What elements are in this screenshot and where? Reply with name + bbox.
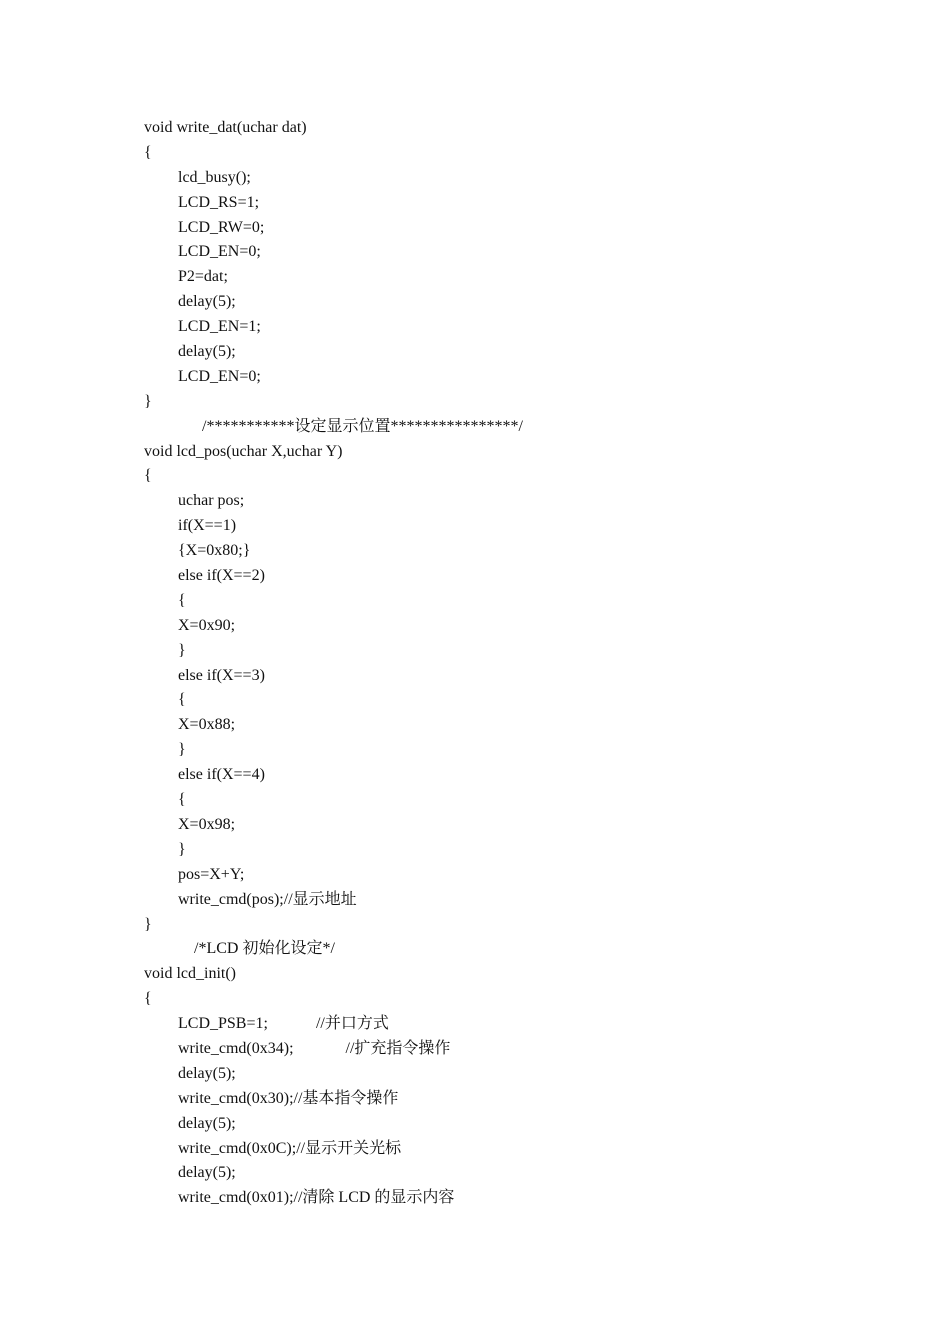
code-line: lcd_busy(); <box>178 168 251 186</box>
code-line: write_cmd(pos);//显示地址 <box>178 890 357 908</box>
comment-line: /*LCD 初始化设定*/ <box>194 940 335 958</box>
code-listing <box>144 116 523 1211</box>
code-line: void lcd_init() <box>144 965 236 983</box>
code-line: LCD_RW=0; <box>178 218 265 236</box>
code-line <box>144 1012 523 1037</box>
code-line: } <box>144 915 152 933</box>
code-line: LCD_RS=1; <box>178 193 260 211</box>
code-line: P2=dat; <box>178 268 228 286</box>
code-line: { <box>178 791 186 809</box>
code-line: X=0x98; <box>178 815 236 833</box>
code-statement: write_cmd(0x34); <box>178 1039 294 1057</box>
code-line: } <box>144 392 152 410</box>
code-line: write_cmd(0x0C);//显示开关光标 <box>178 1139 402 1157</box>
comment-line: /***********设定显示位置****************/ <box>202 417 523 435</box>
code-line: uchar pos; <box>178 492 245 510</box>
code-line: void write_dat(uchar dat) <box>144 119 307 136</box>
code-line: X=0x90; <box>178 616 236 634</box>
code-line: else if(X==3) <box>178 666 265 684</box>
code-line: delay(5); <box>178 1064 236 1082</box>
code-line: { <box>178 591 186 609</box>
code-line: write_cmd(0x01);//清除 LCD 的显示内容 <box>178 1189 455 1207</box>
code-line: {X=0x80;} <box>178 542 251 560</box>
code-line: void lcd_pos(uchar X,uchar Y) <box>144 442 343 460</box>
code-line: if(X==1) <box>178 517 237 535</box>
code-comment: //扩充指令操作 <box>345 1039 451 1057</box>
code-statement: LCD_PSB=1; <box>178 1015 268 1033</box>
code-line: { <box>144 143 152 161</box>
code-line: write_cmd(0x30);//基本指令操作 <box>178 1089 399 1107</box>
code-line: delay(5); <box>178 293 236 311</box>
code-line: delay(5); <box>178 1114 236 1132</box>
code-line: } <box>178 741 186 759</box>
code-comment: //并口方式 <box>315 1015 389 1033</box>
code-line: else if(X==4) <box>178 766 265 784</box>
code-line: pos=X+Y; <box>178 865 245 883</box>
code-line: { <box>144 467 152 485</box>
code-line: LCD_EN=0; <box>178 243 261 261</box>
code-line: { <box>178 691 186 709</box>
code-line: LCD_EN=1; <box>178 318 261 336</box>
code-line: X=0x88; <box>178 716 236 734</box>
code-line: delay(5); <box>178 343 236 361</box>
code-line: } <box>178 840 186 858</box>
code-line: else if(X==2) <box>178 567 265 585</box>
code-line: LCD_EN=0; <box>178 367 261 385</box>
code-line <box>144 1037 523 1062</box>
code-line: delay(5); <box>178 1164 236 1182</box>
code-line: { <box>144 990 152 1008</box>
code-line: } <box>178 641 186 659</box>
